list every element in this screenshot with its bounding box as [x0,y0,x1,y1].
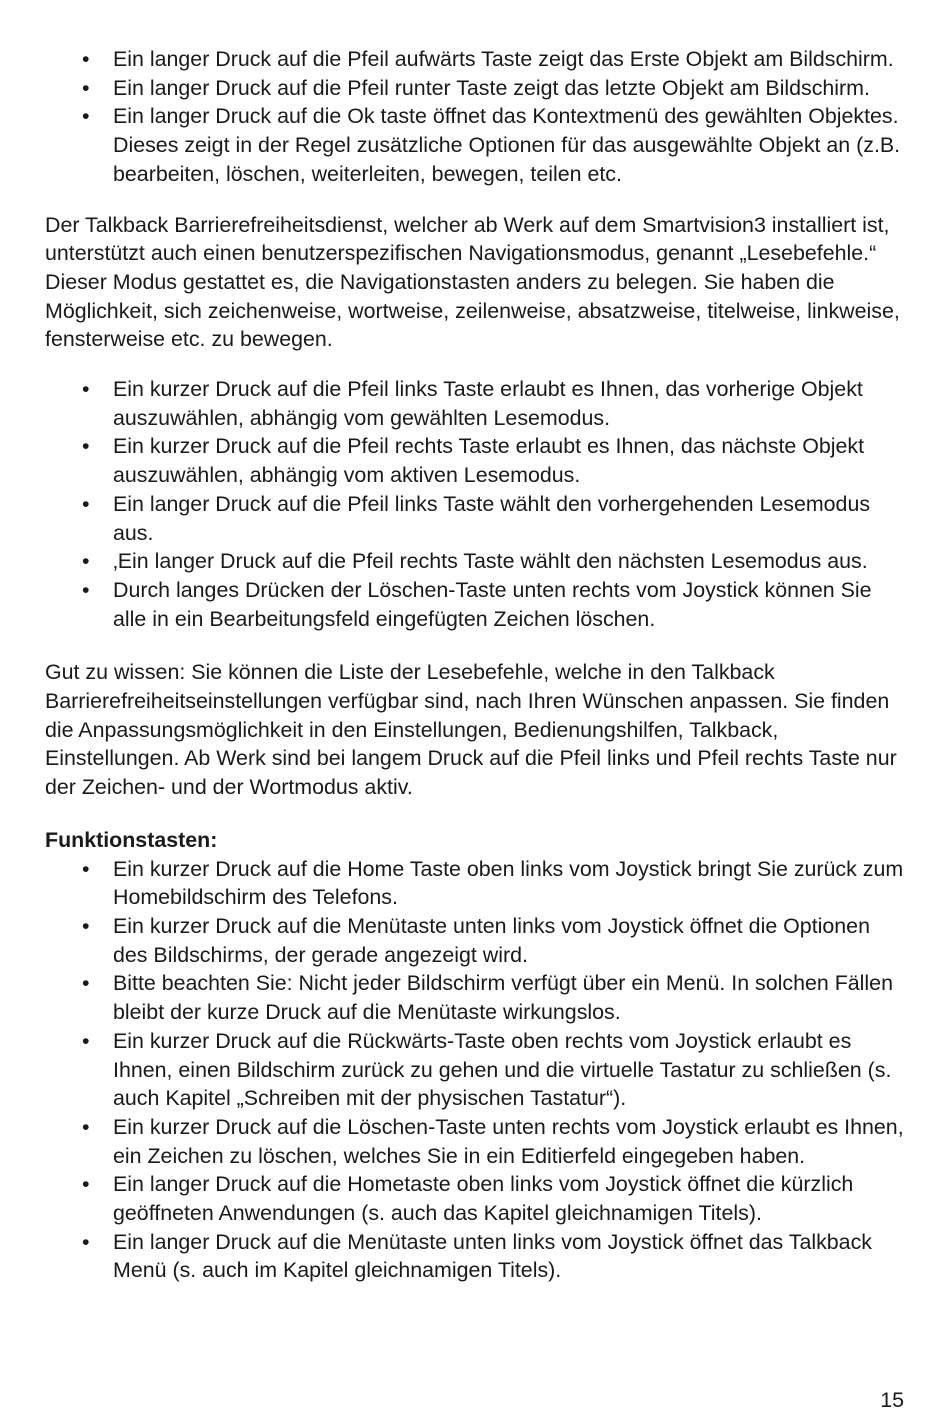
bullet-list-reading-mode [45,375,907,633]
list-item: • Ein kurzer Druck auf die Löschen-Taste unten rechts vom Joystick erlaubt es Ihnen, ein Zeichen zu löschen, welches Sie in ein Editierfeld eingegeben haben. [45,1113,907,1170]
list-item: • Ein langer Druck auf die Pfeil runter Taste zeigt das letzte Objekt am Bildschirm. [45,74,907,103]
list-item: • Ein kurzer Druck auf die Menütaste unten links vom Joystick öffnet die Optionen des Bildschirms, der gerade angezeigt wird. [45,912,907,969]
bullet-list-navigation-long-press [45,45,907,189]
list-item: • Ein kurzer Druck auf die Pfeil links Taste erlaubt es Ihnen, das vorherige Objekt auszuwählen, abhängig vom gewählten Lesemodus. [45,375,907,432]
list-item: • Ein langer Druck auf die Menütaste unten links vom Joystick öffnet das Talkback Menü (s. auch im Kapitel gleichnamigen Titels). [45,1228,907,1285]
page-number: 15 [880,1388,904,1412]
list-item: • Ein kurzer Druck auf die Rückwärts-Taste oben rechts vom Joystick erlaubt es Ihnen, einen Bildschirm zurück zu gehen und die virtuelle Tastatur zu schließen (s. auch Kapitel „Schreiben mit der physischen Tastatur“). [45,1027,907,1113]
list-item: • Ein langer Druck auf die Hometaste oben links vom Joystick öffnet die kürzlich geöffneten Anwendungen (s. auch das Kapitel gleichnamigen Titels). [45,1170,907,1227]
bullet-list-function-keys [45,855,907,1286]
list-item: • Bitte beachten Sie: Nicht jeder Bildschirm verfügt über ein Menü. In solchen Fällen bleibt der kurze Druck auf die Menütaste wirkungslos. [45,969,907,1026]
section-heading-function-keys: Funktionstasten: [45,827,218,852]
list-item: • Ein kurzer Druck auf die Home Taste oben links vom Joystick bringt Sie zurück zum Homebildschirm des Telefons. [45,855,907,912]
list-item: • Ein langer Druck auf die Ok taste öffnet das Kontextmenü des gewählten Objektes. Dieses zeigt in der Regel zusätzliche Optionen für das ausgewählte Objekt an (z.B. bearbeiten, löschen, weiterleiten, bewegen, teilen etc. [45,102,907,188]
list-item: • Ein kurzer Druck auf die Pfeil rechts Taste erlaubt es Ihnen, das nächste Objekt auszuwählen, abhängig vom aktiven Lesemodus. [45,432,907,489]
list-item: • Ein langer Druck auf die Pfeil aufwärts Taste zeigt das Erste Objekt am Bildschirm. [45,45,907,74]
paragraph-good-to-know: Gut zu wissen: Sie können die Liste der Lesebefehle, welche in den Talkback Barrierefreiheitseinstellungen verfügbar sind, nach Ihren Wünschen anpassen. Sie finden die Anpassungsmöglichkeit in den Einstellungen, Bedienungshilfen, Talkback, Einstellungen. Ab Werk sind bei langem Druck auf die Pfeil links und Pfeil rechts Taste nur der Zeichen- und der Wortmodus aktiv. [45,660,897,800]
document-page [45,45,907,1285]
list-item: • ‚Ein langer Druck auf die Pfeil rechts Taste wählt den nächsten Lesemodus aus. [45,547,907,576]
list-item: • Durch langes Drücken der Löschen-Taste unten rechts vom Joystick können Sie alle in ein Bearbeitungsfeld eingefügten Zeichen löschen. [45,576,907,633]
list-item: • Ein langer Druck auf die Pfeil links Taste wählt den vorhergehenden Lesemodus aus. [45,490,907,547]
paragraph-talkback-reading-controls: Der Talkback Barrierefreiheitsdienst, welcher ab Werk auf dem Smartvision3 installiert ist, unterstützt auch einen benutzerspezifischen Navigationsmodus, genannt „Lesebefehle.“ Dieser Modus gestattet es, die Navigationstasten anders zu belegen. Sie haben die Möglichkeit, sich zeichenweise, wortweise, zeilenweise, absatzweise, titelweise, linkweise, fensterweise etc. zu bewegen. [45,212,900,352]
